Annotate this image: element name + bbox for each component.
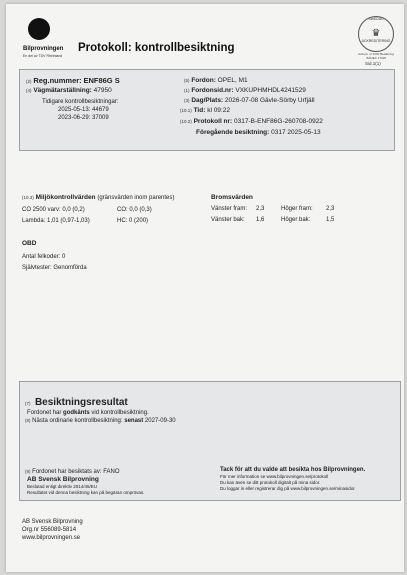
- brake-right-front-label: Höger fram:: [281, 206, 313, 212]
- hc-label: HC:: [117, 218, 128, 224]
- odometer-field-number: (4): [26, 88, 32, 93]
- vin-label: Fordonsid.nr:: [191, 87, 234, 94]
- obd-selftest-row: [22, 264, 87, 272]
- result-box: [19, 381, 401, 501]
- odometer-row: [26, 87, 112, 95]
- result-title-row: [25, 392, 128, 410]
- env-subtitle: (gränsvärden inom parentes): [97, 195, 175, 201]
- odometer-value: 47950: [93, 87, 112, 94]
- vehicle-info-box: [19, 69, 395, 151]
- protocol-value: 0317-B-ENF86G-260708-0922: [234, 118, 323, 125]
- date-place-row: [184, 97, 315, 105]
- next-inspection-qualifier: senast: [124, 418, 144, 424]
- inspector-row: [25, 468, 120, 476]
- make-label: Fordon:: [191, 77, 216, 84]
- info-line-2: Du kan även se ditt protokoll digitalt på mina sidor.: [220, 480, 321, 485]
- co2500-value: 0,0 (0,2): [62, 207, 85, 213]
- hc-value: 0 (200): [129, 218, 149, 224]
- page-title: Protokoll: kontrollbesiktning: [78, 42, 235, 54]
- obd-faults-value: 0: [62, 254, 66, 260]
- next-inspection-date: 2027-09-30: [144, 418, 176, 424]
- co-label: CO:: [117, 207, 128, 213]
- protocol-label: Protokoll nr:: [193, 118, 233, 125]
- page-number: Sid.1(1): [365, 61, 381, 66]
- brake-left-rear-value: 1,6: [256, 217, 265, 223]
- swedac-bottom-text: ACKREDITERING: [361, 39, 391, 43]
- result-decision: Beslutad enligt direktiv 2014/45/EU: [27, 484, 98, 489]
- info-line-1: För mer information se www.bilprovningen.se/protokoll: [220, 474, 329, 479]
- previous-protocol-row: [196, 129, 321, 137]
- swedac-seal-icon: [358, 16, 394, 52]
- brake-right-rear-label: Höger bak:: [281, 217, 311, 223]
- make-field-number: (5): [184, 78, 190, 83]
- date-value: 2026-07-08: [224, 97, 259, 104]
- thanks-text: Tack för att du valde att besikta hos Bilprovningen.: [220, 467, 366, 473]
- previous-inspection-2: 2023-06-29: 37009: [58, 115, 109, 121]
- make-value: OPEL, M1: [217, 77, 248, 84]
- swedac-accreditation-text: Ackred. nr 4300 Besiktning ISO/IEC 17020: [358, 52, 394, 60]
- co2500-row: [22, 206, 85, 214]
- previous-inspections-label: Tidigare kontrollbesiktningar:: [42, 99, 119, 105]
- vin-field-number: (1): [184, 88, 190, 93]
- brake-right-front-value: 2,3: [326, 206, 335, 212]
- brake-left-front-value: 2,3: [256, 206, 265, 212]
- result-approved-suffix: vid kontrollbesiktning.: [91, 410, 149, 416]
- co2500-label: CO 2500 varv:: [22, 207, 61, 213]
- brake-left-rear-label: Vänster bak:: [211, 217, 245, 223]
- obd-faults-row: [22, 253, 65, 261]
- lambda-row: [22, 217, 90, 225]
- protocol-number-row: [180, 118, 323, 126]
- obd-title: OBD: [22, 240, 37, 247]
- result-field-number: (7): [25, 401, 31, 406]
- crown-icon: ♛: [371, 28, 381, 39]
- reg-label: Reg.nummer:: [33, 76, 82, 85]
- reg-value: ENF86G S: [83, 76, 120, 85]
- footer-company: AB Svensk Bilprovning: [22, 519, 83, 525]
- next-inspection-field-number: (8): [25, 418, 31, 423]
- inspector-field-number: (9): [25, 469, 31, 474]
- time-value: kl 09:22: [207, 107, 230, 114]
- env-title-row: [22, 194, 174, 202]
- lambda-label: Lambda:: [22, 218, 46, 224]
- next-inspection-label: Nästa ordinarie kontrollbesiktning:: [32, 418, 123, 424]
- reg-field-number: (2): [26, 79, 32, 84]
- vin-row: [184, 87, 306, 95]
- date-label: Dag/Plats:: [191, 97, 224, 104]
- date-field-number: (3): [184, 98, 190, 103]
- previous-protocol-value: 0317 2025-05-13: [271, 129, 321, 136]
- previous-inspection-1: 2025-05-13: 44679: [58, 107, 109, 113]
- result-company: AB Svensk Bilprovning: [27, 476, 99, 483]
- place-value: Gävle-Sörby Urfjäll: [259, 97, 315, 104]
- time-row: [180, 107, 230, 115]
- footer-website: www.bilprovningen.se: [22, 535, 81, 541]
- odometer-label: Vägmätarställning:: [33, 87, 92, 94]
- make-row: [184, 77, 248, 85]
- brand-subtitle: En del av TÜV Rheinland: [23, 54, 63, 58]
- obd-selftest-value: Genomförda: [53, 265, 87, 271]
- protocol-field-number: (10.2): [180, 119, 192, 124]
- obd-faults-label: Antal felkoder:: [22, 254, 61, 260]
- footer-org-number: Org.nr 556089-5814: [22, 527, 77, 533]
- result-approved-prefix: Fordonet har: [27, 410, 62, 416]
- time-label: Tid:: [193, 107, 206, 114]
- lambda-value: 1,01 (0,97-1,03): [47, 218, 90, 224]
- swedac-top-text: SWEDAC: [368, 17, 384, 21]
- env-title: Miljökontrollvärden: [35, 194, 96, 201]
- inspector-label: Fordonet har besiktats av:: [32, 469, 102, 475]
- result-title: Besiktningsresultat: [34, 397, 128, 408]
- env-field-number: (10.3): [22, 195, 34, 200]
- result-note: Resultatet vid denna besiktning kan på begäran omprövas.: [27, 490, 145, 495]
- brake-left-front-label: Vänster fram:: [211, 206, 248, 212]
- time-field-number: (10.1): [180, 108, 192, 113]
- bilprovningen-logo-icon: [28, 18, 50, 40]
- brand-name: Bilprovningen: [23, 46, 64, 52]
- co-row: [117, 206, 152, 214]
- previous-protocol-label: Föregående besiktning:: [196, 129, 270, 136]
- info-line-3: Du loggar in eller registrerar dig på www.bilprovningen.se/minasidor: [220, 486, 355, 491]
- protocol-page: [6, 4, 404, 572]
- result-approved-line: [27, 409, 149, 417]
- reg-row: [26, 77, 120, 86]
- brakes-title: Bromsvärden: [211, 194, 253, 201]
- hc-row: [117, 217, 148, 225]
- next-inspection-line: [25, 417, 176, 425]
- vin-value: VXKUPHMHDL4241529: [235, 87, 306, 94]
- co-value: 0,0 (0,3): [129, 207, 152, 213]
- inspector-value: FANO: [103, 469, 120, 475]
- result-approved-status: godkänts: [63, 410, 90, 416]
- obd-selftest-label: Självtester:: [22, 265, 52, 271]
- brake-right-rear-value: 1,5: [326, 217, 335, 223]
